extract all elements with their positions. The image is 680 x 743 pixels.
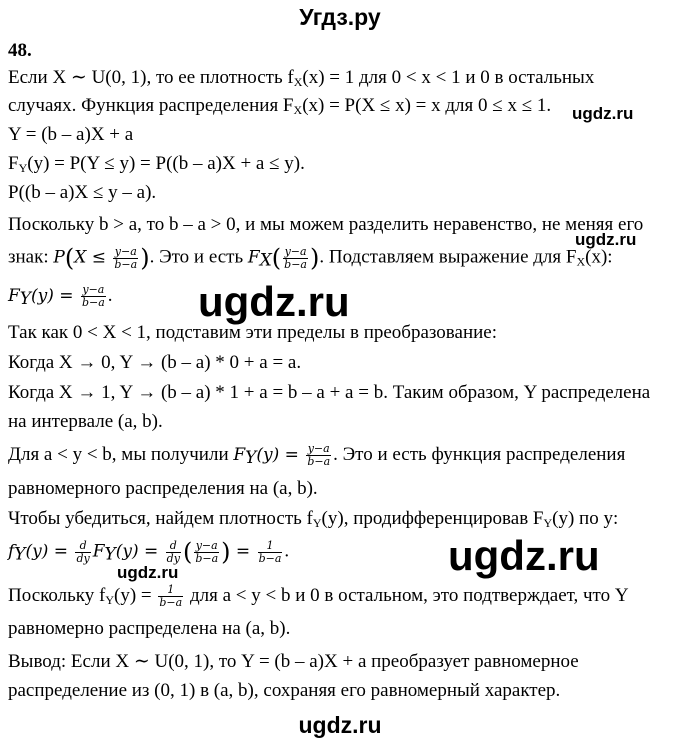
- text-line: распределение из (0, 1) в (a, b), сохраняя его равномерный характер.: [8, 680, 561, 701]
- text-line: $F_Y(y) = P(Y \le y) = P((b - a)X + a \le y)$.: [8, 153, 305, 175]
- fraction: $\frac{y-a}{b-a}$: [81, 283, 105, 309]
- watermark: ugdz.ru: [117, 563, 179, 582]
- text-line: Поскольку b > a, то b – a > 0, и мы можем разделить неравенство, не меняя его: [8, 214, 644, 235]
- fraction: $\frac{y-a}{b-a}$: [114, 244, 138, 271]
- fraction: $\frac{y-a}{b-a}$: [284, 244, 307, 271]
- watermark: ugdz.ru: [575, 230, 637, 249]
- task-number: 48.: [8, 40, 32, 61]
- text-line: $F_Y(y)$ = $\frac{y-a}{b-a}$ .: [8, 283, 113, 309]
- fraction: $\frac{1}{b-a}$: [258, 538, 282, 565]
- text-line: Когда X → 1, Y → (b – a) * 1 + a = b – a + a = b. Таким образом, Y распределена: [8, 382, 651, 403]
- fraction: $\frac{1}{b-a}$: [159, 583, 183, 609]
- text-line: Так как 0 < X < 1, подставим эти пределы в преобразование:: [8, 322, 497, 343]
- fraction: $\frac{d}{dy}$: [166, 538, 180, 565]
- site-header: Угдз.ру: [299, 4, 381, 30]
- text-line: Поскольку $f_Y(y)$ = $\frac{1}{b-a}$ для a < y < b и 0 в остальном, это подтверждает, что Y: [8, 583, 629, 609]
- text-line: равномерного распределения на (a, b).: [8, 478, 318, 499]
- fraction: $\frac{y-a}{b-a}$: [195, 538, 219, 565]
- text-line: Y = (b – a)X + a: [8, 124, 134, 145]
- watermark: ugdz.ru: [198, 278, 350, 325]
- fraction: $\frac{y-a}{b-a}$: [307, 442, 331, 468]
- text-line: на интервале (a, b).: [8, 411, 163, 432]
- text-line: знак: P(X ≤ $\frac{y-a}{b-a}$ ). Это и есть $F_X$( $\frac{y-a}{b-a}$ ). Подставляем выражение для $F_X(x)$:: [8, 244, 613, 272]
- fraction: $\frac{d}{dy}$: [76, 538, 90, 565]
- text-line: Чтобы убедиться, найдем плотность $f_Y(y)$, продифференцировав $F_Y(y)$ по y:: [8, 508, 619, 530]
- site-footer: ugdz.ru: [298, 712, 382, 738]
- text-line: Когда X → 0, Y → (b – a) * 0 + a = a.: [8, 352, 302, 373]
- watermark: ugdz.ru: [448, 532, 600, 579]
- text-line: равномерно распределена на (a, b).: [8, 618, 291, 639]
- watermark: ugdz.ru: [572, 104, 634, 123]
- text-line: Для a < y < b, мы получили $F_Y(y)$ = $\frac{y-a}{b-a}$ . Это и есть функция распределения: [8, 442, 626, 468]
- text-line: Вывод: Если X ∼ U(0, 1), то Y = (b – a)X + a преобразует равномерное: [8, 651, 579, 672]
- text-line: P((b – a)X ≤ y – a).: [8, 182, 157, 203]
- text-line: $f_Y(y)$ = $\frac{d}{dy}$ $F_Y(y)$ = $\frac{d}{dy}$ ( $\frac{y-a}{b-a}$ ) = $\frac{1}{b-a}$ .: [8, 538, 290, 566]
- text-line: случаях. Функция распределения $F_X(x) = P(X \le x) = x$ для 0 ≤ x ≤ 1.: [8, 95, 552, 117]
- text-line: Если X ∼ U(0, 1), то ее плотность $f_X(x) = 1$ для 0 < x < 1 и 0 в остальных: [8, 67, 595, 89]
